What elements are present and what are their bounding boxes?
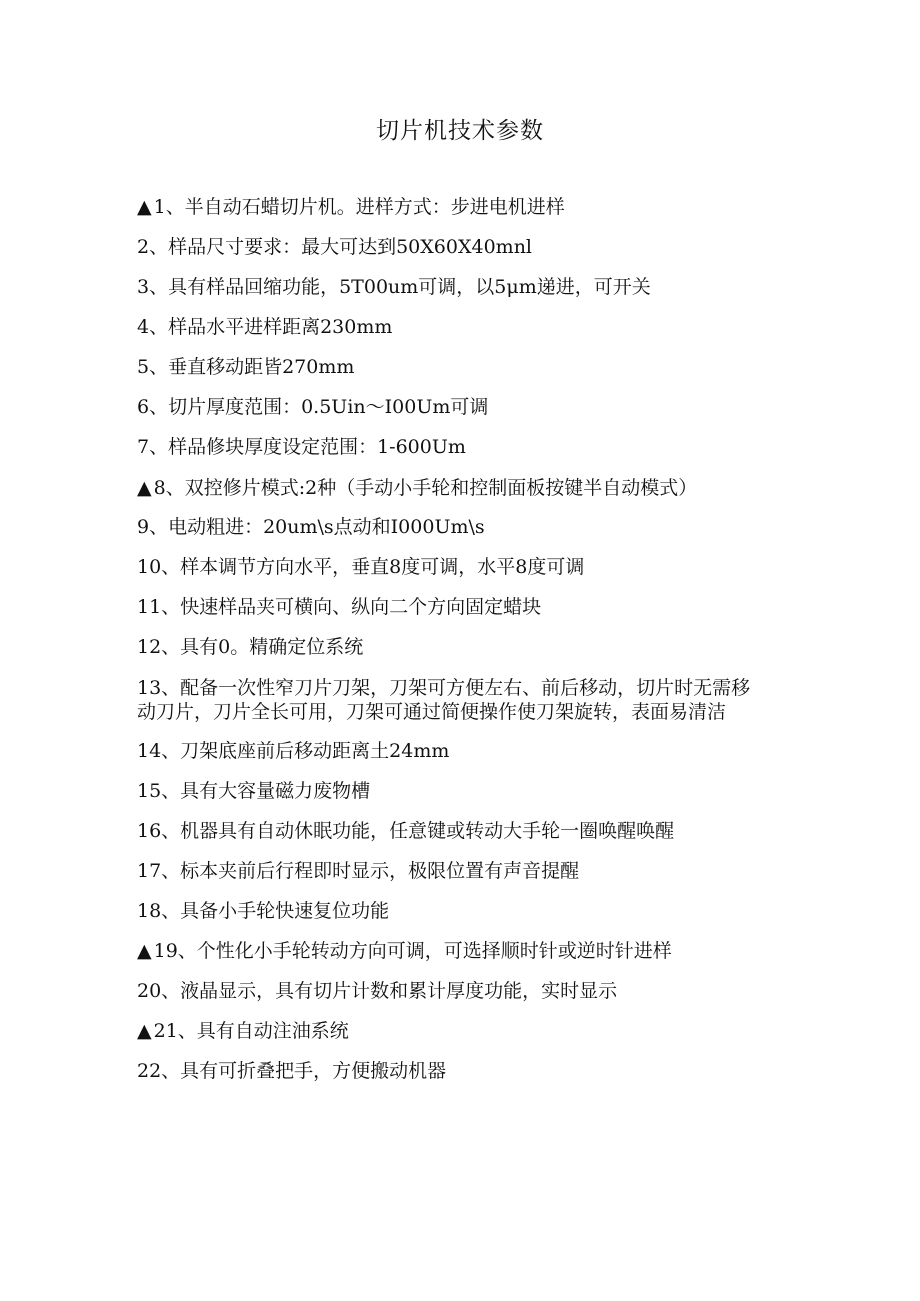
spec-item-text: 20、液晶显示，具有切片计数和累计厚度功能，实时显示: [137, 980, 618, 1002]
triangle-marker-icon: ▲: [137, 1020, 152, 1042]
spec-item-text: 17、标本夹前后行程即时显示，极限位置有声音提醒: [137, 860, 580, 882]
spec-item-text: 6、切片厚度范围：0.5Uin～I00Um可调: [137, 396, 489, 418]
spec-item-text: 4、样品水平进样距离230mm: [137, 316, 393, 338]
spec-item-8: [137, 476, 767, 500]
spec-item-text: 22、具有可折叠把手，方便搬动机器: [137, 1060, 447, 1082]
spec-item-text: 13、配备一次性窄刀片刀架，刀架可方便左右、前后移动，切片时无需移动刀片，刀片全长可用，刀架可通过简便操作使刀架旋转，表面易清洁: [137, 677, 751, 723]
spec-item-text: 10、样本调节方向水平，垂直8度可调，水平8度可调: [137, 556, 585, 578]
spec-item-text: 16、机器具有自动休眠功能，任意键或转动大手轮一圈唤醒唤醒: [137, 820, 675, 842]
spec-item-15: [137, 780, 767, 802]
spec-item-7: [137, 436, 767, 458]
spec-item-text: 1、半自动石蜡切片机。进样方式：步进电机进样: [153, 196, 565, 218]
spec-item-3: [137, 276, 767, 298]
spec-item-text: 14、刀架底座前后移动距离土24mm: [137, 740, 450, 762]
spec-item-text: 9、电动粗进：20um\s点动和I000Um\s: [137, 516, 485, 538]
spec-item-text: 15、具有大容量磁力废物槽: [137, 780, 371, 802]
spec-item-18: [137, 900, 767, 922]
spec-item-1: [137, 196, 767, 218]
spec-item-13: [137, 676, 767, 724]
spec-item-text: 19、个性化小手轮转动方向可调，可选择顺时针或逆时针进样: [153, 940, 672, 962]
spec-item-5: [137, 356, 767, 378]
spec-item-6: [137, 396, 767, 418]
triangle-marker-icon: ▲: [137, 196, 152, 218]
spec-item-16: [137, 820, 767, 842]
spec-item-text: 3、具有样品回缩功能，5T00um可调，以5μm递进，可开关: [137, 276, 651, 298]
spec-item-12: [137, 636, 767, 658]
spec-item-10: [137, 556, 767, 578]
document-title: 切片机技术参数: [376, 118, 544, 144]
spec-item-17: [137, 860, 767, 882]
spec-item-text: 8、双控修片模式:2种（手动小手轮和控制面板按键半自动模式）: [153, 477, 698, 499]
spec-item-text: 5、垂直移动距皆270mm: [137, 356, 355, 378]
spec-item-19: [137, 940, 767, 962]
triangle-marker-icon: ▲: [137, 940, 152, 962]
spec-item-21: [137, 1020, 767, 1042]
spec-item-22: [137, 1060, 767, 1082]
spec-item-text: 2、样品尺寸要求：最大可达到50X60X40mnl: [137, 236, 533, 258]
spec-item-text: 18、具备小手轮快速复位功能: [137, 900, 390, 922]
spec-item-text: 12、具有0。精确定位系统: [137, 636, 364, 658]
spec-item-14: [137, 740, 767, 762]
spec-item-2: [137, 236, 767, 258]
spec-item-11: [137, 596, 767, 618]
spec-item-9: [137, 516, 767, 538]
spec-list: [137, 196, 767, 1100]
spec-item-4: [137, 316, 767, 338]
spec-item-text: 7、样品修块厚度设定范围：1-600Um: [137, 436, 466, 458]
spec-item-text: 11、快速样品夹可横向、纵向二个方向固定蜡块: [137, 596, 542, 618]
spec-item-text: 21、具有自动注油系统: [153, 1020, 349, 1042]
triangle-marker-icon: ▲: [137, 477, 152, 499]
spec-item-20: [137, 980, 767, 1002]
